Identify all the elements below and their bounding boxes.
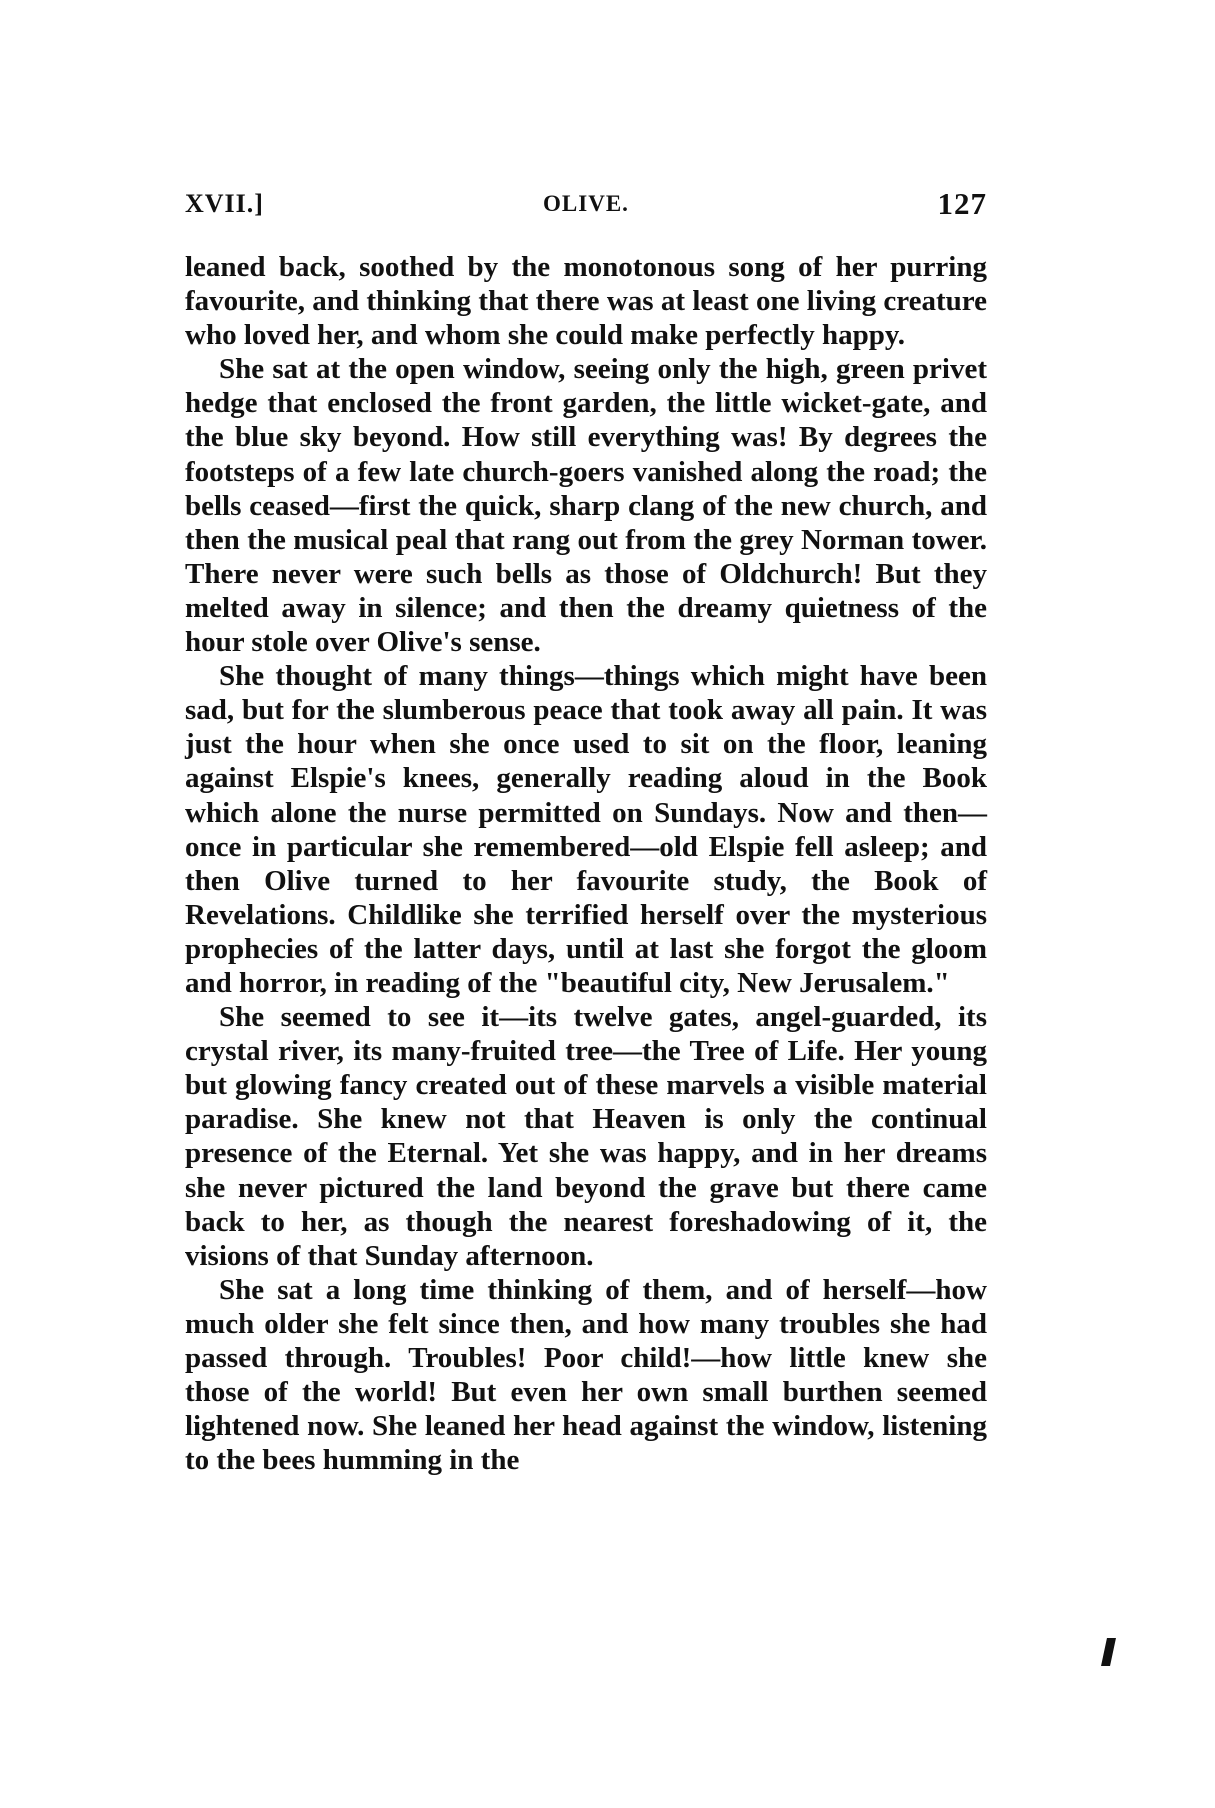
paragraph-1: leaned back, soothed by the monotonous song of her purring favourite, and thinking that there was at least one living creature who loved her, and whom she could make perfectly happy. [185, 251, 987, 352]
paragraph-3: She thought of many things—things which might have been sad, but for the slumberous peace that took away all pain. It was just the hour when she once used to sit on the floor, leaning against Elspie's knees, generally reading aloud in the Book which alone the nurse permitted on Sundays. Now and then—once in particular she remembered—old Elspie fell asleep; and then Olive turned to her favourite study, the Book of Revelations. Childlike she terrified herself over the mysterious prophecies of the latter days, until at last she forgot the gloom and horror, in reading of the "beautiful city, New Jerusalem." [185, 660, 987, 999]
page-edge-mark [1101, 1638, 1116, 1666]
running-header [185, 182, 987, 226]
paragraph-4: She seemed to see it—its twelve gates, angel-guarded, its crystal river, its many-fruited tree—the Tree of Life. Her young but glowing fancy created out of these marvels a visible material paradise. She knew not that Heaven is only the continual presence of the Eternal. Yet she was happy, and in her dreams she never pictured the land beyond the grave but there came back to her, as though the nearest foreshadowing of it, the visions of that Sunday afternoon. [185, 1001, 987, 1272]
paragraph-2: She sat at the open window, seeing only the high, green privet hedge that enclosed the front garden, the little wicket-gate, and the blue sky beyond. How still everything was! By degrees the footsteps of a few late church-goers vanished along the road; the bells ceased—first the quick, sharp clang of the new church, and then the musical peal that rang out from the grey Norman tower. There never were such bells as those of Oldchurch! But they melted away in silence; and then the dreamy quietness of the hour stole over Olive's sense. [185, 353, 987, 659]
body-text [185, 250, 987, 1477]
paragraph-5: She sat a long time thinking of them, and of herself—how much older she felt since then, and how many troubles she had passed through. Troubles! Poor child!—how little knew she those of the world! But even her own small burthen seemed lightened now. She leaned her head against the window, listening to the bees humming in the [185, 1273, 987, 1477]
chapter-number: XVII.] [185, 189, 264, 218]
page-number: 127 [937, 186, 987, 221]
running-title: OLIVE. [543, 191, 629, 216]
